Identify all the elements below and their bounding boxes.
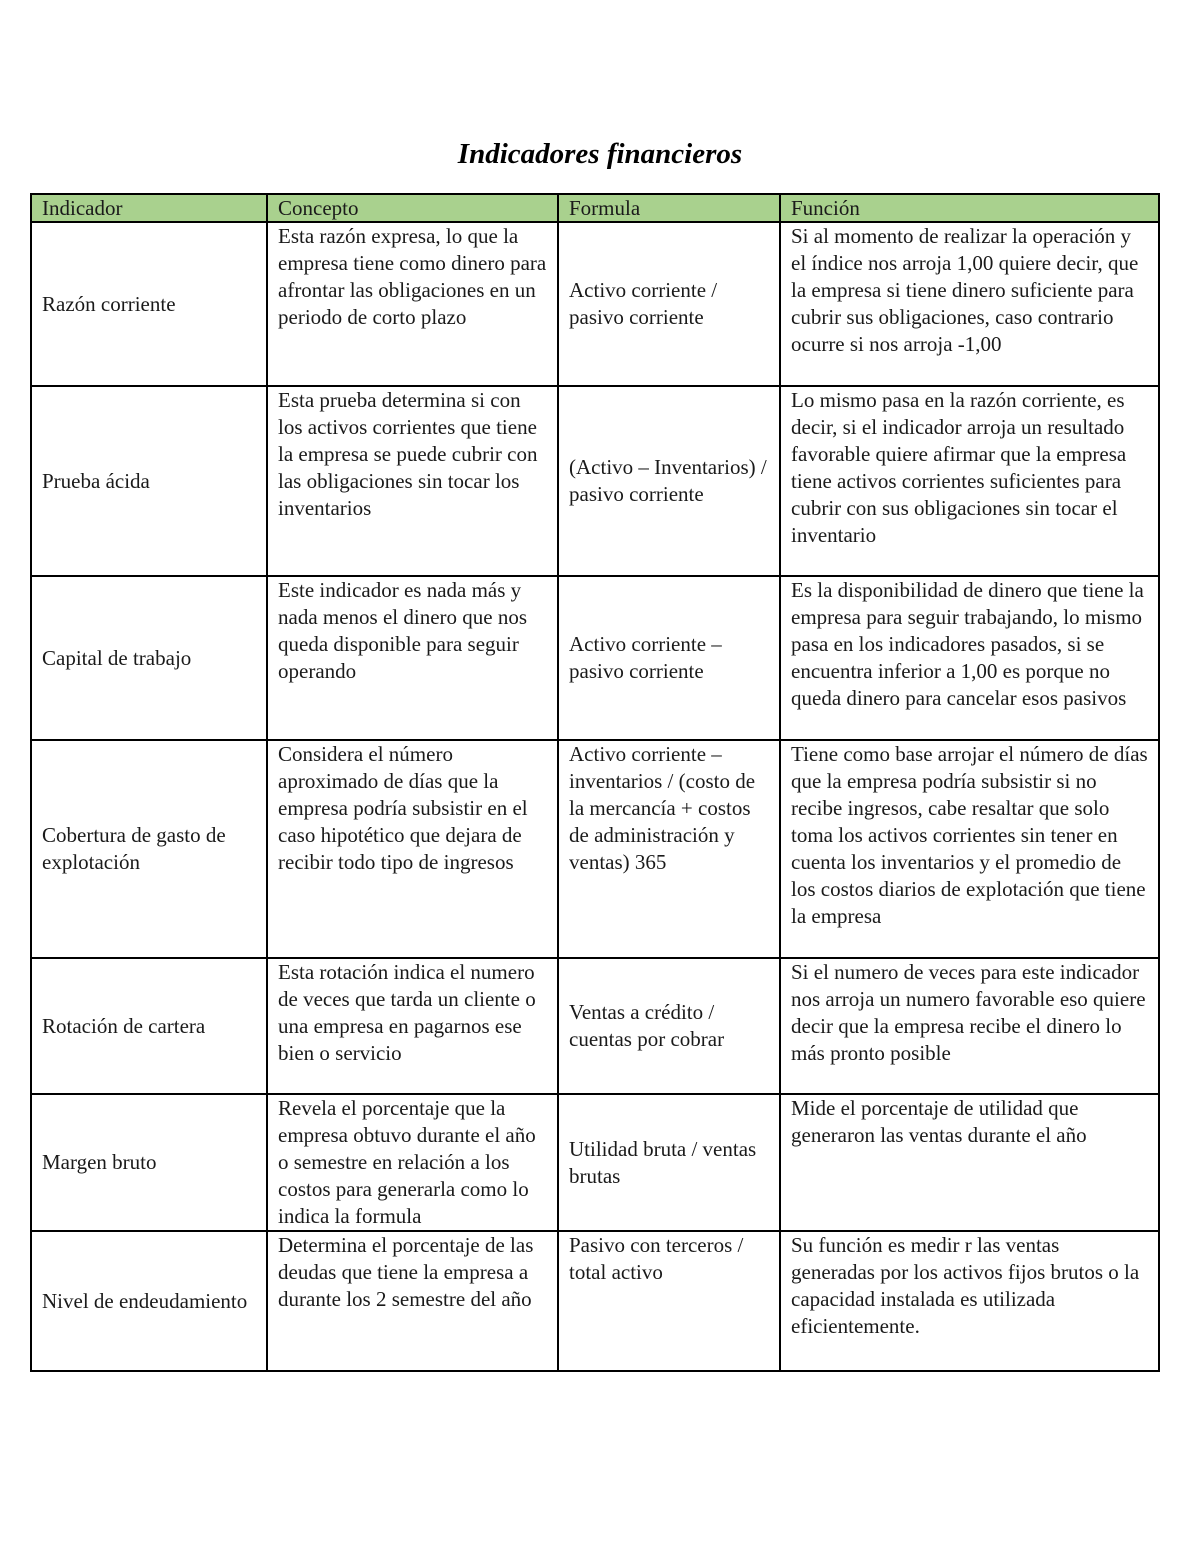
concepto-cell: Esta rotación indica el numero de veces que tarda un cliente o una empresa en pagarnos ese bien o servicio <box>267 958 558 1094</box>
header-formula: Formula <box>558 194 780 222</box>
concepto-cell: Este indicador es nada más y nada menos el dinero que nos queda disponible para seguir operando <box>267 576 558 740</box>
concepto-cell: Considera el número aproximado de días que la empresa podría subsistir en el caso hipotético que dejara de recibir todo tipo de ingresos <box>267 740 558 958</box>
funcion-cell: Si al momento de realizar la operación y el índice nos arroja 1,00 quiere decir, que la empresa si tiene dinero suficiente para cubrir sus obligaciones, caso contrario ocurre si nos arroja -1,00 <box>780 222 1159 386</box>
concepto-cell: Revela el porcentaje que la empresa obtuvo durante el año o semestre en relación a los costos para generarla como lo indica la formula <box>267 1094 558 1231</box>
indicador-cell: Capital de trabajo <box>31 576 267 740</box>
funcion-cell: Es la disponibilidad de dinero que tiene la empresa para seguir trabajando, lo mismo pasa en los indicadores pasados, si se encuentra inferior a 1,00 es porque no queda dinero para cancelar esos pasivos <box>780 576 1159 740</box>
funcion-cell: Tiene como base arrojar el número de días que la empresa podría subsistir si no recibe ingresos, cabe resaltar que solo toma los activos corrientes sin tener en cuenta los inventarios y el promedio de los costos diarios de explotación que tiene la empresa <box>780 740 1159 958</box>
concepto-cell: Determina el porcentaje de las deudas que tiene la empresa a durante los 2 semestre del año <box>267 1231 558 1371</box>
formula-cell: Activo corriente – inventarios / (costo de la mercancía + costos de administración y ventas) 365 <box>558 740 780 958</box>
table-row <box>31 1094 1159 1231</box>
funcion-cell: Su función es medir r las ventas generadas por los activos fijos brutos o la capacidad instalada es utilizada eficientemente. <box>780 1231 1159 1371</box>
indicador-cell: Razón corriente <box>31 222 267 386</box>
header-funcion: Función <box>780 194 1159 222</box>
formula-cell: Activo corriente / pasivo corriente <box>558 222 780 386</box>
table-row <box>31 958 1159 1094</box>
header-concepto: Concepto <box>267 194 558 222</box>
funcion-cell: Mide el porcentaje de utilidad que generaron las ventas durante el año <box>780 1094 1159 1231</box>
concepto-cell: Esta prueba determina si con los activos corrientes que tiene la empresa se puede cubrir con las obligaciones sin tocar los inventarios <box>267 386 558 576</box>
formula-cell: Ventas a crédito / cuentas por cobrar <box>558 958 780 1094</box>
indicador-cell: Prueba ácida <box>31 386 267 576</box>
page-title: Indicadores financieros <box>457 138 743 170</box>
indicador-cell: Rotación de cartera <box>31 958 267 1094</box>
table-header-row <box>31 194 1159 222</box>
funcion-cell: Lo mismo pasa en la razón corriente, es decir, si el indicador arroja un resultado favorable quiere afirmar que la empresa tiene activos corrientes suficientes para cubrir con sus obligaciones sin tocar el inventario <box>780 386 1159 576</box>
funcion-cell: Si el numero de veces para este indicador nos arroja un numero favorable eso quiere decir que la empresa recibe el dinero lo más pronto posible <box>780 958 1159 1094</box>
concepto-cell: Esta razón expresa, lo que la empresa tiene como dinero para afrontar las obligaciones en un periodo de corto plazo <box>267 222 558 386</box>
table-row <box>31 386 1159 576</box>
formula-cell: (Activo – Inventarios) / pasivo corriente <box>558 386 780 576</box>
formula-cell: Activo corriente – pasivo corriente <box>558 576 780 740</box>
table-row <box>31 222 1159 386</box>
table-row <box>31 576 1159 740</box>
indicador-cell: Cobertura de gasto de explotación <box>31 740 267 958</box>
header-indicador: Indicador <box>31 194 267 222</box>
formula-cell: Utilidad bruta / ventas brutas <box>558 1094 780 1231</box>
indicators-table <box>30 193 1160 1372</box>
table-row <box>31 740 1159 958</box>
formula-cell: Pasivo con terceros / total activo <box>558 1231 780 1371</box>
table-row <box>31 1231 1159 1371</box>
indicador-cell: Nivel de endeudamiento <box>31 1231 267 1371</box>
indicador-cell: Margen bruto <box>31 1094 267 1231</box>
